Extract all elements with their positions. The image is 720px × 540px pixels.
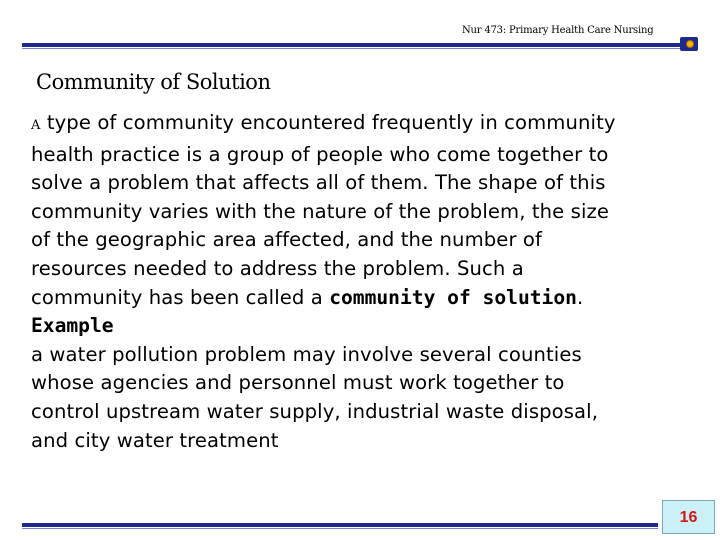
body-line-1-text: type of community encountered frequently in community bbox=[40, 111, 616, 134]
body-line-6: resources needed to address the problem. Such a bbox=[31, 256, 524, 280]
lead-letter: A bbox=[31, 118, 41, 133]
body-line-4: community varies with the nature of the problem, the size bbox=[31, 199, 610, 223]
example-line-2: whose agencies and personnel must work together to bbox=[31, 371, 565, 395]
key-term: community of solution bbox=[329, 285, 577, 309]
body-line-5: of the geographic area affected, and the number of bbox=[31, 228, 543, 252]
body-line-7-suffix: . bbox=[576, 285, 584, 309]
page-number-box bbox=[662, 500, 715, 534]
body-line-7 bbox=[31, 284, 711, 313]
example-label: Example bbox=[31, 314, 114, 338]
bottom-divider bbox=[22, 523, 658, 527]
page-number: 16 bbox=[679, 509, 698, 526]
example-line-1: a water pollution problem may involve several counties bbox=[31, 342, 582, 366]
body-line-1 bbox=[31, 109, 711, 141]
header-ornament-icon bbox=[680, 37, 698, 51]
course-header: Nur 473: Primary Health Care Nursing bbox=[462, 25, 654, 36]
body-line-2: health practice is a group of people who come together to bbox=[31, 142, 609, 166]
slide-body bbox=[31, 109, 711, 455]
example-line-4: and city water treatment bbox=[31, 428, 279, 452]
slide-title: Community of Solution bbox=[36, 70, 271, 94]
body-line-7-prefix: community has been called a bbox=[31, 285, 330, 309]
top-divider bbox=[22, 43, 682, 47]
body-line-3: solve a problem that affects all of them. The shape of this bbox=[31, 171, 606, 195]
example-line-3: control upstream water supply, industrial waste disposal, bbox=[31, 399, 599, 423]
